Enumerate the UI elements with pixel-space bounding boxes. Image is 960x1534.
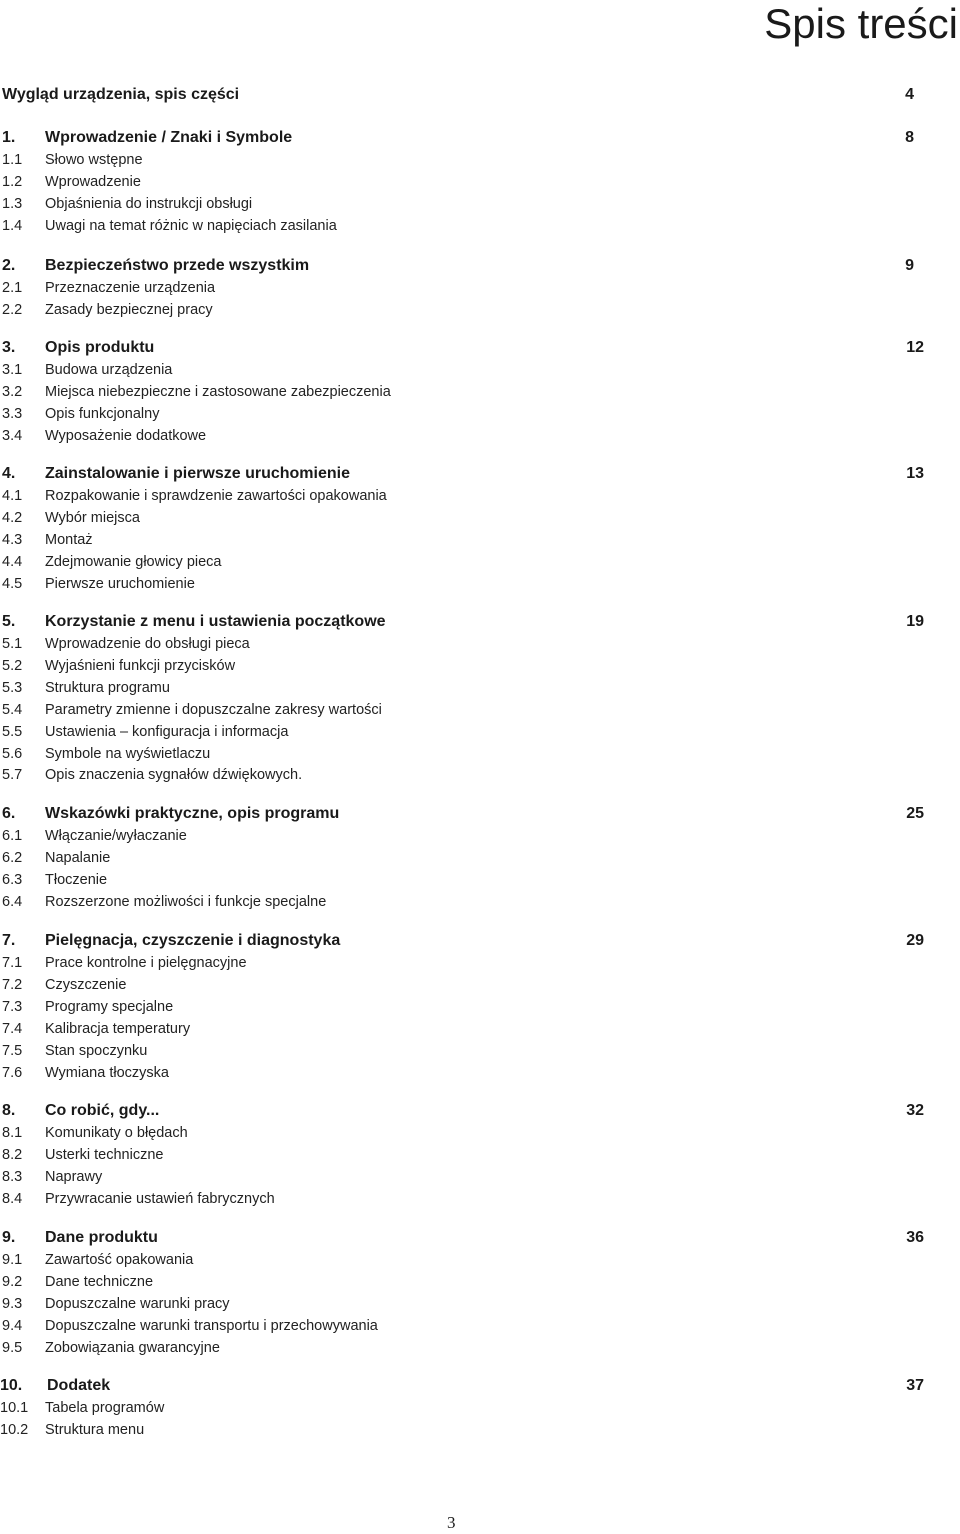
- toc-chapter-number: 8.: [2, 1102, 16, 1119]
- toc-subsection-title: Struktura menu: [45, 1421, 145, 1438]
- toc-subsection[interactable]: [0, 1167, 960, 1189]
- toc-subsection[interactable]: [0, 216, 960, 238]
- toc-subsection-number: 5.7: [2, 767, 23, 784]
- toc-subsection-number: 3.4: [2, 427, 23, 444]
- toc-subsection[interactable]: [0, 1041, 960, 1063]
- toc-subsection[interactable]: [0, 1189, 960, 1211]
- toc-subsection-number: 6.3: [2, 871, 23, 888]
- toc-chapter[interactable]: [0, 463, 960, 485]
- toc-subsection-title: Wprowadzenie: [45, 173, 141, 190]
- toc-chapter-number: 2.: [2, 257, 16, 274]
- toc-subsection-title: Parametry zmienne i dopuszczalne zakresy wartości: [45, 701, 382, 718]
- toc-subsection-number: 4.4: [2, 553, 23, 570]
- toc-subsection[interactable]: [0, 700, 960, 722]
- toc-chapter[interactable]: [0, 1227, 960, 1249]
- toc-subsection[interactable]: [0, 486, 960, 508]
- toc-subsection-title: Stan spoczynku: [45, 1042, 148, 1059]
- toc-subsection[interactable]: [0, 892, 960, 914]
- toc-subsection[interactable]: [0, 382, 960, 404]
- toc-subsection-title: Objaśnienia do instrukcji obsługi: [45, 195, 253, 212]
- toc-entry-intro[interactable]: [0, 84, 960, 106]
- toc-chapter[interactable]: [0, 1100, 960, 1122]
- toc-subsection-number: 1.2: [2, 173, 23, 190]
- toc-entry-title: Wygląd urządzenia, spis części: [2, 86, 240, 103]
- toc-subsection-number: 10.2: [0, 1421, 29, 1438]
- toc-chapter-title: Dane produktu: [45, 1229, 158, 1246]
- toc-subsection[interactable]: [0, 426, 960, 448]
- toc-subsection-title: Wymiana tłoczyska: [45, 1064, 169, 1081]
- toc-subsection[interactable]: [0, 530, 960, 552]
- toc-subsection-number: 5.1: [2, 636, 23, 652]
- toc-subsection-number: 5.6: [2, 745, 23, 762]
- toc-subsection[interactable]: [0, 404, 960, 426]
- toc-subsection-title: Dane techniczne: [45, 1273, 154, 1290]
- toc-chapter-number: 7.: [2, 932, 16, 949]
- toc-subsection-title: Pierwsze uruchomienie: [45, 575, 195, 592]
- toc-chapter-number: 5.: [2, 613, 16, 630]
- toc-chapter-number: 9.: [2, 1229, 16, 1246]
- toc-subsection-number: 4.2: [2, 509, 23, 526]
- toc-chapter-page: 36: [906, 1229, 924, 1246]
- toc-subsection-title: Ustawienia – konfiguracja i informacja: [45, 723, 289, 740]
- toc-chapter-number: 3.: [2, 339, 16, 356]
- toc-subsection-title: Uwagi na temat różnic w napięciach zasilania: [45, 217, 337, 234]
- toc-chapter[interactable]: [0, 930, 960, 952]
- toc-subsection[interactable]: [0, 574, 960, 596]
- toc-subsection-title: Kalibracja temperatury: [45, 1020, 191, 1037]
- toc-subsection-number: 10.1: [0, 1400, 29, 1416]
- toc-subsection-title: Komunikaty o błędach: [45, 1125, 188, 1141]
- toc-chapter-title: Korzystanie z menu i ustawienia początkowe: [45, 613, 386, 630]
- toc-subsection[interactable]: [0, 678, 960, 700]
- toc-subsection-number: 2.1: [2, 280, 23, 296]
- toc-subsection-number: 3.2: [2, 383, 23, 400]
- toc-subsection[interactable]: [0, 656, 960, 678]
- toc-subsection-number: 3.3: [2, 405, 23, 422]
- toc-subsection-number: 1.4: [2, 217, 23, 234]
- toc-subsection[interactable]: [0, 194, 960, 216]
- toc-subsection-title: Włączanie/wyłaczanie: [45, 828, 187, 844]
- toc-chapter-page: 25: [906, 805, 924, 822]
- toc-subsection[interactable]: [0, 300, 960, 322]
- toc-chapter-number: 4.: [2, 465, 16, 482]
- toc-subsection-title: Zdejmowanie głowicy pieca: [45, 553, 222, 570]
- toc-subsection-number: 9.4: [2, 1317, 23, 1334]
- toc-subsection[interactable]: [0, 1272, 960, 1294]
- toc-subsection-title: Przeznaczenie urządzenia: [45, 280, 216, 296]
- toc-subsection[interactable]: [0, 1338, 960, 1360]
- toc-subsection[interactable]: [0, 848, 960, 870]
- toc-subsection-number: 8.1: [2, 1125, 23, 1141]
- toc-subsection[interactable]: [0, 1420, 960, 1442]
- toc-subsection[interactable]: [0, 1019, 960, 1041]
- toc-subsection[interactable]: [0, 744, 960, 766]
- toc-subsection[interactable]: [0, 765, 960, 787]
- toc-subsection[interactable]: [0, 1294, 960, 1316]
- toc-subsection-number: 7.4: [2, 1020, 23, 1037]
- toc-subsection-number: 4.3: [2, 531, 23, 548]
- toc-subsection-number: 6.1: [2, 828, 23, 844]
- page-title: Spis treści: [764, 0, 958, 47]
- toc-chapter-page: 29: [906, 932, 924, 949]
- toc-subsection[interactable]: [0, 552, 960, 574]
- toc-chapter-title: Pielęgnacja, czyszczenie i diagnostyka: [45, 932, 341, 949]
- toc-subsection-number: 8.3: [2, 1168, 23, 1185]
- toc-chapter-title: Wskazówki praktyczne, opis programu: [45, 805, 340, 822]
- toc-chapter-number: 10.: [0, 1377, 23, 1394]
- toc-subsection-number: 9.1: [2, 1252, 23, 1268]
- toc-chapter-page: 37: [906, 1377, 924, 1394]
- toc-subsection-title: Dopuszczalne warunki pracy: [45, 1295, 230, 1312]
- toc-subsection[interactable]: [0, 1145, 960, 1167]
- toc-subsection-number: 9.2: [2, 1273, 23, 1290]
- toc-chapter-page: 12: [906, 339, 924, 356]
- toc-subsection-title: Wybór miejsca: [45, 509, 140, 526]
- toc-subsection-number: 7.1: [2, 955, 23, 971]
- toc-subsection-title: Dopuszczalne warunki transportu i przechowywania: [45, 1317, 378, 1334]
- toc-entry-page: 4: [905, 86, 914, 103]
- toc-subsection-number: 7.6: [2, 1064, 23, 1081]
- toc-subsection-title: Wyposażenie dodatkowe: [45, 427, 207, 444]
- toc-subsection-title: Zobowiązania gwarancyjne: [45, 1339, 220, 1356]
- toc-subsection-number: 5.2: [2, 657, 23, 674]
- toc-chapter-number: 6.: [2, 805, 16, 822]
- toc-chapter-title: Wprowadzenie / Znaki i Symbole: [45, 129, 293, 146]
- toc-subsection-number: 7.5: [2, 1042, 23, 1059]
- toc-chapter[interactable]: [0, 1375, 960, 1397]
- toc-subsection-title: Wprowadzenie do obsługi pieca: [45, 636, 250, 652]
- toc-chapter-page: 19: [906, 613, 924, 630]
- toc-subsection-title: Napalanie: [45, 849, 111, 866]
- toc-subsection-number: 1.1: [2, 152, 23, 168]
- toc-subsection[interactable]: [0, 278, 960, 300]
- toc-subsection[interactable]: [0, 1316, 960, 1338]
- toc-subsection-title: Montaż: [45, 531, 93, 548]
- toc-subsection-title: Opis funkcjonalny: [45, 405, 160, 422]
- toc-chapter-page: 13: [906, 465, 924, 482]
- toc-subsection-title: Naprawy: [45, 1168, 103, 1185]
- toc-subsection[interactable]: [0, 870, 960, 892]
- toc-subsection-title: Programy specjalne: [45, 998, 174, 1015]
- toc-subsection[interactable]: [0, 172, 960, 194]
- toc-subsection-title: Rozszerzone możliwości i funkcje specjalne: [45, 893, 327, 910]
- toc-subsection[interactable]: [0, 1250, 960, 1272]
- toc-subsection-number: 6.4: [2, 893, 23, 910]
- toc-subsection-title: Zawartość opakowania: [45, 1252, 194, 1268]
- toc-subsection-title: Tłoczenie: [45, 871, 108, 888]
- toc-subsection[interactable]: [0, 1123, 960, 1145]
- toc-subsection-title: Czyszczenie: [45, 976, 127, 993]
- toc-subsection[interactable]: [0, 953, 960, 975]
- toc-subsection[interactable]: [0, 1398, 960, 1420]
- toc-subsection-title: Budowa urządzenia: [45, 362, 173, 378]
- toc-subsection-number: 5.3: [2, 679, 23, 696]
- toc-subsection-title: Tabela programów: [45, 1400, 165, 1416]
- toc-subsection-title: Symbole na wyświetlaczu: [45, 745, 211, 762]
- toc-subsection[interactable]: [0, 634, 960, 656]
- toc-subsection[interactable]: [0, 360, 960, 382]
- toc-subsection[interactable]: [0, 997, 960, 1019]
- toc-chapter-title: Bezpieczeństwo przede wszystkim: [45, 257, 310, 274]
- toc-subsection-number: 8.2: [2, 1146, 23, 1163]
- toc-subsection-title: Słowo wstępne: [45, 152, 143, 168]
- toc-subsection[interactable]: [0, 150, 960, 172]
- toc-chapter[interactable]: [0, 127, 960, 149]
- toc-chapter-number: 1.: [2, 129, 16, 146]
- toc-chapter[interactable]: [0, 337, 960, 359]
- toc-subsection-title: Wyjaśnieni funkcji przycisków: [45, 657, 236, 674]
- toc-subsection-number: 9.5: [2, 1339, 23, 1356]
- toc-subsection-title: Opis znaczenia sygnałów dźwiękowych.: [45, 767, 303, 784]
- toc-subsection-number: 3.1: [2, 362, 23, 378]
- toc-chapter-title: Co robić, gdy...: [45, 1102, 160, 1119]
- toc-subsection-number: 7.2: [2, 976, 23, 993]
- toc-chapter-title: Dodatek: [47, 1377, 111, 1394]
- toc-subsection-number: 1.3: [2, 195, 23, 212]
- toc-subsection-number: 9.3: [2, 1295, 23, 1312]
- toc-subsection[interactable]: [0, 826, 960, 848]
- toc-chapter-title: Zainstalowanie i pierwsze uruchomienie: [45, 465, 350, 482]
- toc-subsection[interactable]: [0, 975, 960, 997]
- toc-subsection-number: 7.3: [2, 998, 23, 1015]
- toc-chapter[interactable]: [0, 611, 960, 633]
- toc-subsection-number: 4.5: [2, 575, 23, 592]
- toc-subsection-number: 5.5: [2, 723, 23, 740]
- toc-subsection-number: 8.4: [2, 1190, 23, 1207]
- toc-subsection-number: 4.1: [2, 488, 23, 504]
- toc-subsection-number: 6.2: [2, 849, 23, 866]
- toc-subsection[interactable]: [0, 508, 960, 530]
- toc-chapter-title: Opis produktu: [45, 339, 155, 356]
- toc-subsection-title: Struktura programu: [45, 679, 170, 696]
- toc-subsection-title: Przywracanie ustawień fabrycznych: [45, 1190, 275, 1207]
- toc-chapter-page: 32: [906, 1102, 924, 1119]
- toc-subsection-title: Zasady bezpiecznej pracy: [45, 301, 213, 318]
- toc-chapter[interactable]: [0, 803, 960, 825]
- toc-subsection-number: 5.4: [2, 701, 23, 718]
- toc-chapter-page: 8: [905, 129, 914, 146]
- toc-chapter[interactable]: [0, 255, 960, 277]
- toc-subsection[interactable]: [0, 1063, 960, 1085]
- toc-subsection-title: Rozpakowanie i sprawdzenie zawartości opakowania: [45, 488, 387, 504]
- toc-subsection-title: Usterki techniczne: [45, 1146, 164, 1163]
- toc-subsection-number: 2.2: [2, 301, 23, 318]
- page-number: 3: [447, 1513, 456, 1532]
- toc-subsection-title: Miejsca niebezpieczne i zastosowane zabezpieczenia: [45, 383, 391, 400]
- toc-subsection[interactable]: [0, 722, 960, 744]
- toc-subsection-title: Prace kontrolne i pielęgnacyjne: [45, 955, 247, 971]
- toc-chapter-page: 9: [905, 257, 914, 274]
